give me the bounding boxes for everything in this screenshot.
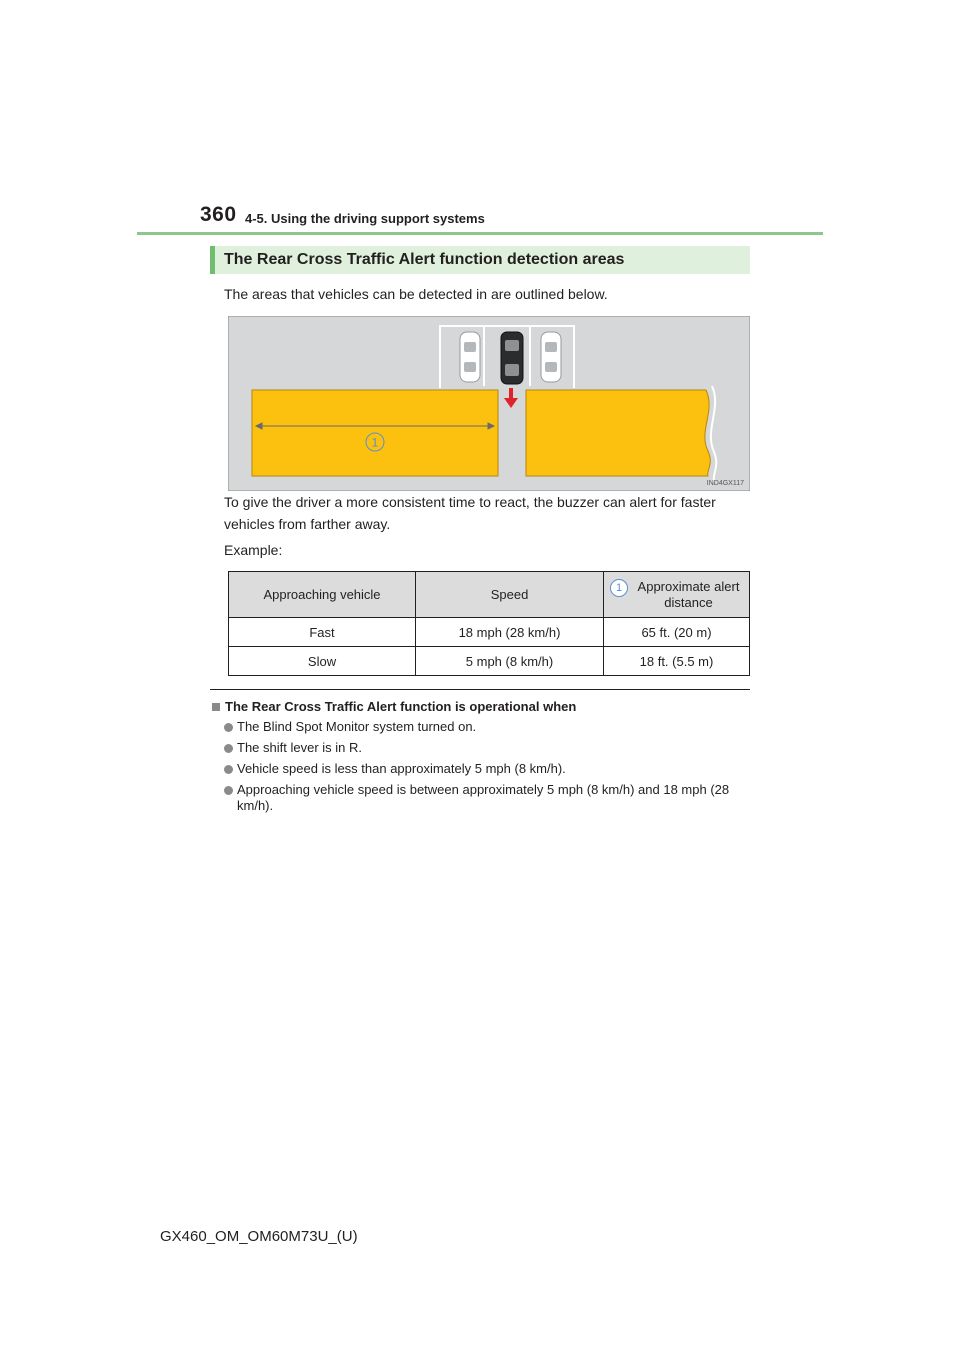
section-heading bbox=[210, 246, 750, 274]
table-header-row bbox=[229, 572, 750, 618]
alert-timing-paragraph: To give the driver a more consistent time to react, the buzzer can alert for faster vehicles from farther away. bbox=[224, 494, 716, 532]
alert-distance-table bbox=[228, 571, 750, 676]
document-code: GX460_OM_OM60M73U_(U) bbox=[160, 1228, 358, 1245]
operational-conditions-list bbox=[224, 719, 754, 819]
subsection-rule bbox=[210, 689, 750, 690]
callout-number: 1 bbox=[371, 435, 379, 450]
list-item bbox=[224, 740, 754, 756]
detection-zone-right bbox=[526, 390, 710, 476]
section-heading-text: The Rear Cross Traffic Alert function detection areas bbox=[224, 251, 625, 268]
header-alert-distance bbox=[604, 572, 750, 618]
subsection-heading bbox=[212, 699, 576, 714]
table-cell: 5 mph (8 km/h) bbox=[416, 647, 604, 676]
section-reference: 4-5. Using the driving support systems bbox=[245, 211, 485, 226]
bullet-dot-icon bbox=[224, 723, 233, 732]
bullet-dot-icon bbox=[224, 744, 233, 753]
table-cell: Slow bbox=[229, 647, 416, 676]
own-vehicle-icon bbox=[501, 332, 523, 384]
detection-area-diagram bbox=[228, 316, 750, 491]
header-callout-badge: 1 bbox=[610, 579, 628, 597]
subsection-heading-text: The Rear Cross Traffic Alert function is operational when bbox=[225, 699, 577, 714]
header-speed: Speed bbox=[416, 572, 604, 618]
table-row bbox=[229, 618, 750, 647]
list-item-text: The Blind Spot Monitor system turned on. bbox=[237, 719, 477, 734]
bullet-dot-icon bbox=[224, 765, 233, 774]
intro-text: The areas that vehicles can be detected in are outlined below. bbox=[224, 286, 608, 302]
page-number: 360 bbox=[200, 203, 237, 226]
square-bullet-icon bbox=[212, 703, 220, 711]
list-item bbox=[224, 761, 754, 777]
table-cell: 18 ft. (5.5 m) bbox=[604, 647, 750, 676]
table-cell: 18 mph (28 km/h) bbox=[416, 618, 604, 647]
list-item-text: The shift lever is in R. bbox=[237, 740, 362, 755]
image-code: IND4GX117 bbox=[706, 480, 744, 487]
list-item-text: Vehicle speed is less than approximately 5 mph (8 km/h). bbox=[237, 761, 566, 776]
list-item bbox=[224, 782, 754, 814]
list-item bbox=[224, 719, 754, 735]
parked-car-right-icon bbox=[541, 332, 561, 382]
list-item-text: Approaching vehicle speed is between approximately 5 mph (8 km/h) and 18 mph (28 km/h). bbox=[237, 782, 730, 813]
parked-car-left-icon bbox=[460, 332, 480, 382]
table-cell: 65 ft. (20 m) bbox=[604, 618, 750, 647]
header-approaching-vehicle: Approaching vehicle bbox=[229, 572, 416, 618]
table-cell: Fast bbox=[229, 618, 416, 647]
example-label: Example: bbox=[224, 542, 283, 558]
table-row bbox=[229, 647, 750, 676]
header-rule bbox=[137, 232, 823, 235]
bullet-dot-icon bbox=[224, 786, 233, 795]
header-alert-distance-label: Approximate alert distance bbox=[637, 578, 740, 610]
